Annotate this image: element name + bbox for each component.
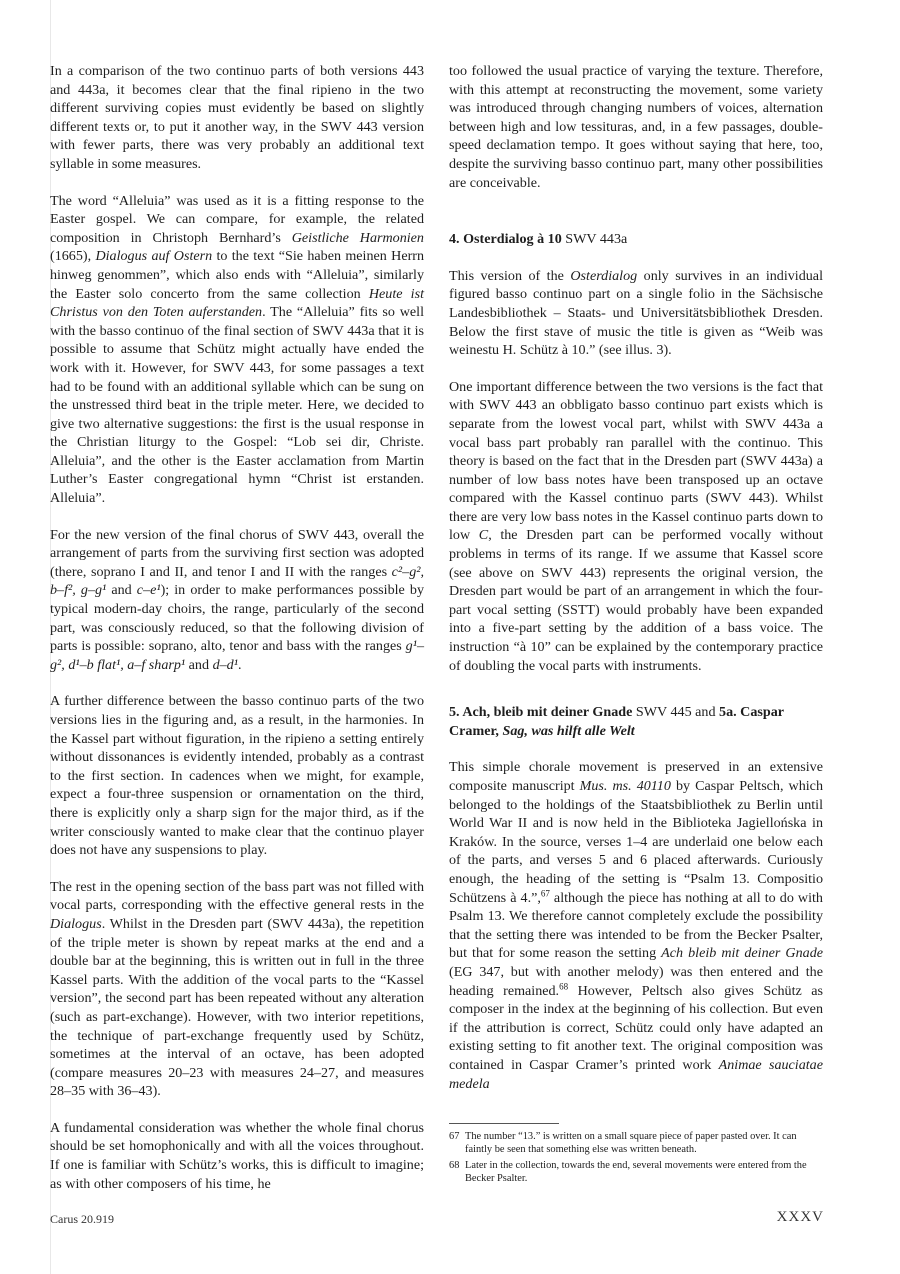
page-number: XXXV (776, 1209, 824, 1225)
paragraph: too followed the usual practice of varying the texture. Therefore, with this attempt at reconstructing the movement, some variety was introduced through changing numbers of voices, alternation between high and low tessituras, and, in a few passages, double-speed declamation tempo. It goes without saying that here, too, despite the surviving basso continuo part, many other possibilities are conceivable. (449, 63, 823, 191)
footnote-number: 68 (449, 1160, 460, 1172)
paragraph: This version of the Osterdialog only survives in an individual figured basso continuo part on a single folio in the Sächsische Landesbibliothek – Staats- und Universitätsbibliothek Dresden. Below the first stave of music the title is given as “Weib was weinestu H. Schütz à 10.” (see illus. 3). (449, 267, 823, 359)
section-heading-5: 5. Ach, bleib mit deiner Gnade SWV 445 and 5a. Caspar Cramer, Sag, was hilft alle Welt (449, 704, 784, 739)
section-heading-4: 4. Osterdialog à 10 SWV 443a (449, 231, 628, 248)
paragraph: The rest in the opening section of the bass part was not filled with vocal parts, corresponding with the effective general rests in the Dialogus. Whilst in the Dresden part (SWV 443a), the repetition of the triple meter is shown by repeat marks at the end and a double bar at the beginning, this is written out in full in the three Kassel parts. With the addition of the vocal parts to the “Kassel version”, the second part has been repeated without any alteration (such as part-exchange). However, with two interior repetitions, the technique of part-exchange frequently used by Schütz, sometimes at the interval of an octave, has been adopted (compare measures 20–23 with measures 24–27, and measures 28–35 with 36–43). (50, 878, 424, 1100)
paragraph: In a comparison of the two continuo parts of both versions 443 and 443a, it becomes clear that the final ripieno in the two different surviving copies must evidently be based on slightly different texts or, to put it another way, in the SWV 443 version with fewer parts, there was very probably an additional text syllable in some measures. (50, 63, 424, 172)
paragraph: The word “Alleluia” was used as it is a fitting response to the Easter gospel. We can compare, for example, the related composition in Christoph Bernhard’s Geistliche Harmonien (1665), Dialogus auf Ostern to the text “Sie haben meinen Herrn hinweg genommen”, which also ends with “Alleluia”, similarly the Easter solo concerto from the same collection Heute ist Christus von den Toten auferstanden. The “Alleluia” fits so well with the basso continuo of the final section of SWV 443a that it is possible to assume that Schütz might actually have ended the work with it. However, for SWV 443, for some passages a text had to be found with an additional syllable which can be sung on the unstressed third beat in the triple meter. Here, we decided to give two alternative suggestions: the first is the usual response in the Christian liturgy to the Gospel: “Lob sei dir, Christe. Alleluia”, and the other is the Easter acclamation from Martin Luther’s Easter congregational hymn “Christ ist erstanden. Alleluia”. (50, 192, 425, 507)
footnote (449, 1159, 823, 1185)
footnote-ref[interactable]: 68 (559, 980, 569, 991)
footnote (449, 1130, 823, 1156)
right-column (449, 62, 823, 1188)
paragraph: For the new version of the final chorus of SWV 443, overall the arrangement of parts from the surviving first section was adopted (there, soprano I and II, and tenor I and II with the ranges c²–g², b–f², g–g¹ and c–e¹); in order to make performances possible by typical modern-day choirs, the range, particularly of the second part, was consciously reduced, so that the following division of parts is possible: soprano, alto, tenor and bass with the ranges g¹–g², d¹–b flat¹, a–f sharp¹ and d–d¹. (50, 526, 424, 673)
paragraph: This simple chorale movement is preserved in an extensive composite manuscript Mus. ms. 40110 by Caspar Peltsch, which belonged to the holdings of the Staatsbibliothek zu Berlin until World War II and is now held in the Biblioteka Jagiellońska in Kraków. In the source, verses 1–4 are underlaid one below each of the parts, and verses 5 and 6 placed afterwards. Curiously enough, the heading of the setting is “Psalm 13. Compositio Schützens à 4.”,$^{67}$ although the piece has nothing at all to do with Psalm 13. We therefore cannot completely exclude the possibility that the setting there was intended to be from the Becker Psalter, but that for some reason the setting Ach bleib mit deiner Gnade (EG 347, but with another melody) was then entered and the heading remained.$^{68}$ However, Peltsch also gives Schütz as composer in the index at the beginning of his collection. But even if the attribution is correct, Schütz could only have adapted an existing setting to fit another text. The original composition was contained in Caspar Cramer’s printed work Animae sauciatae medela (449, 759, 823, 1092)
footnote-text: The number “13.” is written on a small square piece of paper pasted over. It can faintly be seen that something else was written beneath. (465, 1131, 797, 1156)
paragraph: A fundamental consideration was whether the whole final chorus should be set homophonically and with all the voices throughout. If one is familiar with Schütz’s works, this is difficult to imagine; as with other composers of his time, he (50, 1119, 424, 1192)
left-column (50, 62, 424, 1211)
publisher-reference: Carus 20.919 (50, 1212, 114, 1226)
paragraph: A further difference between the basso continuo parts of the two versions lies in the figuring and, as a result, in the harmonies. In the Kassel part without figuration, in the ripieno a setting entirely without dissonances is evidently intended, probably as a contrast to the first section. In cadences when we might, for example, expect a four-three suspension or ornamentation on the third, there is explicitly only a sharp sign for the major third, as if the writer consciously wanted to make clear that the continuo player does not have any suspensions to play. (50, 693, 424, 859)
footnote-number: 67 (449, 1131, 460, 1143)
footnote-text: Later in the collection, towards the end, several movements were entered from the Becker Psalter. (465, 1160, 807, 1185)
footnote-divider (449, 1123, 559, 1124)
paragraph: One important difference between the two versions is the fact that with SWV 443 an obbligato basso continuo part exists which is separate from the lowest vocal part, whilst with SWV 443a a vocal bass part probably ran parallel with the continuo. This theory is based on the fact that in the Dresden part (SWV 443a) a number of low bass notes have been transposed up an octave compared with the Kassel continuo parts (SWV 443). Whilst there are very low bass notes in the Kassel continuo parts down to low C, the Dresden part can be performed vocally without problems in terms of its range. If we assume that Kassel score (see above on SWV 443) represents the original version, the Dresden part would be part of an arrangement in which the four-part vocal setting (SSTT) would probably have been expanded into a five-part setting by the addition of a bass voice. The instruction “à 10” can be explained by the contemporary practice of doubling the vocal parts with instruments. (449, 378, 823, 674)
footnote-ref[interactable]: 67 (540, 887, 550, 898)
